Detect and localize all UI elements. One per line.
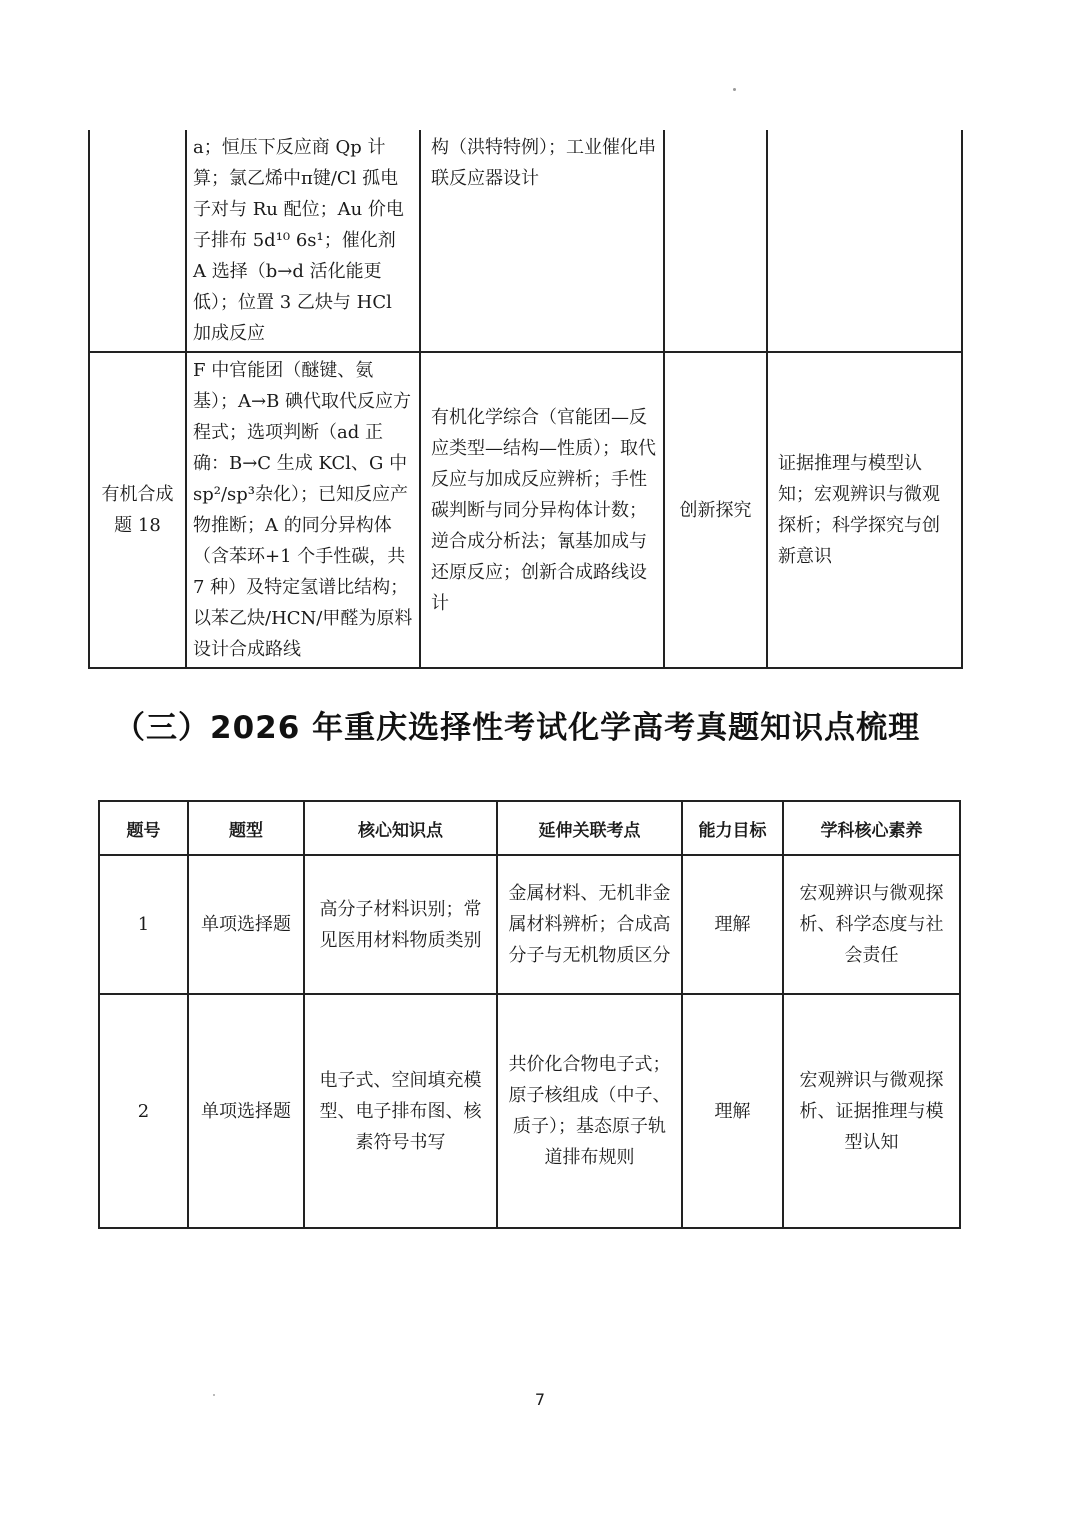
- literacy-text: 宏观辨识与微观探析、证据推理与模型认知: [799, 1069, 944, 1153]
- knowledge-text: F 中官能团（醚键、氨基）；A→B 碘代取代反应方程式；选项判断（ad 正确：B→C 生成 KCl、G 中 sp²/sp³杂化）；已知反应产物推断；A 的同分异构体（含苯环+1 个手性碳，共 7 种）及特定氢谱比结构；以苯乙炔/HCN/甲醛为原料设计合成路线: [193, 360, 413, 660]
- extension-cell: [497, 994, 682, 1228]
- ability-cell: [664, 130, 767, 352]
- extension-cell: [420, 352, 664, 668]
- knowledge-cell: [186, 352, 420, 668]
- knowledge-table: [98, 800, 961, 1229]
- type-cell: [89, 130, 186, 352]
- table-row: [99, 855, 960, 994]
- literacy-cell: [783, 855, 960, 994]
- knowledge-text: 电子式、空间填充模型、电子排布图、核素符号书写: [319, 1069, 482, 1153]
- knowledge-cell: [186, 130, 420, 352]
- literacy-cell: [783, 994, 960, 1228]
- table-row: [89, 352, 962, 668]
- knowledge-text: 高分子材料识别；常见医用材料物质类别: [319, 898, 482, 951]
- header-ability: 能力目标: [682, 801, 783, 855]
- literacy-text: 宏观辨识与微观探析、科学态度与社会责任: [799, 883, 944, 966]
- type-text: 有机合成题 18: [101, 484, 174, 536]
- continued-table: [88, 130, 963, 669]
- type-cell: [89, 352, 186, 668]
- section-title: （三）2026 年重庆选择性考试化学高考真题知识点梳理: [114, 710, 921, 746]
- page-number: 7: [534, 1390, 546, 1409]
- number-cell: 2: [99, 994, 188, 1228]
- extension-cell: [420, 130, 664, 352]
- number-cell: 1: [99, 855, 188, 994]
- ability-cell: [664, 352, 767, 668]
- extension-text: 金属材料、无机非金属材料辨析；合成高分子与无机物质区分: [508, 883, 671, 966]
- extension-text: 构（洪特特例）；工业催化串联反应器设计: [431, 137, 656, 189]
- type-cell: 单项选择题: [188, 994, 304, 1228]
- knowledge-cell: [304, 855, 497, 994]
- ability-cell: 理解: [682, 994, 783, 1228]
- ability-cell: 理解: [682, 855, 783, 994]
- ability-text: 创新探究: [679, 499, 752, 521]
- extension-text: 有机化学综合（官能团—反应类型—结构—性质）；取代反应与加成反应辨析；手性碳判断与同分异构体计数；逆合成分析法；氰基加成与还原反应；创新合成路线设计: [431, 406, 656, 614]
- header-literacy: 学科核心素养: [783, 801, 960, 855]
- extension-cell: [497, 855, 682, 994]
- extension-text: 共价化合物电子式；原子核组成（中子、质子）；基态原子轨道排布规则: [508, 1054, 671, 1168]
- header-knowledge: 核心知识点: [304, 801, 497, 855]
- table-row: [99, 994, 960, 1228]
- type-cell: 单项选择题: [188, 855, 304, 994]
- header-number: 题号: [99, 801, 188, 855]
- knowledge-text: a；恒压下反应商 Qp 计算；氯乙烯中π键/Cl 孤电子对与 Ru 配位；Au 价电子排布 5d¹⁰ 6s¹；催化剂 A 选择（b→d 活化能更低）；位置 3 乙炔与 HCl 加成反应: [193, 137, 404, 344]
- literacy-cell: [767, 352, 962, 668]
- literacy-cell: [767, 130, 962, 352]
- table-header-row: [99, 801, 960, 855]
- header-type: 题型: [188, 801, 304, 855]
- knowledge-cell: [304, 994, 497, 1228]
- header-extension: 延伸关联考点: [497, 801, 682, 855]
- literacy-text: 证据推理与模型认知；宏观辨识与微观探析；科学探究与创新意识: [778, 453, 940, 567]
- table-row: [89, 130, 962, 352]
- scan-dot: [733, 88, 736, 91]
